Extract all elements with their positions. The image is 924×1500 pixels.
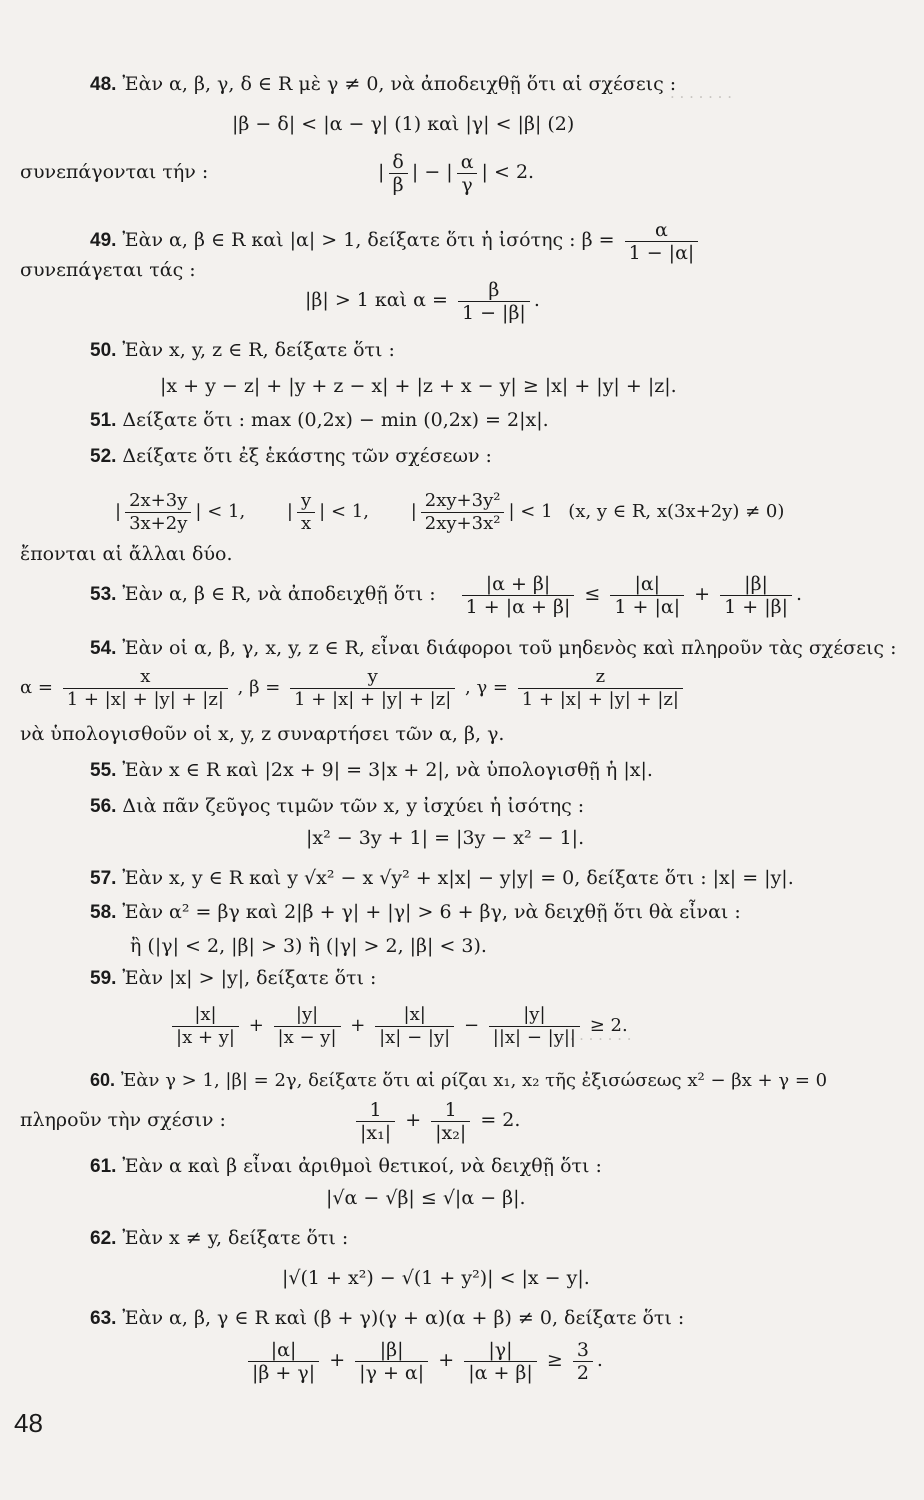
- problem-60: 60. Ἐὰν γ > 1, |β| = 2γ, δείξατε ὅτι αἱ ρίζαι x₁, x₂ τῆς ἐξισώσεως x² − βx + γ = 0: [90, 1070, 828, 1091]
- fraction: $\frac{|\gamma|}{|\alpha + \beta|}$: [464, 1339, 537, 1384]
- fraction: $\frac{z}{1 + |x| + |y| + |z|}$: [518, 666, 683, 711]
- problem-54-cont: νὰ ὑπολογισθοῦν οἱ x, y, z συναρτήσει τῶν α, β, γ.: [20, 723, 505, 745]
- problem-63: 63. Ἐὰν α, β, γ ∈ R καὶ (β + γ)(γ + α)(α + β) ≠ 0, δείξατε ὅτι :: [90, 1307, 685, 1329]
- fraction: $\frac{\delta}{\beta}$: [388, 151, 407, 196]
- problem-54-relations: α = $\frac{x}{1 + |x| + |y| + |z|}$ , β = $\frac{y}{1 + |x| + |y| + |z|}$ , γ = $\frac{z}{1 + |x| + |y| + |z|}$: [20, 660, 687, 716]
- problem-50: 50. Ἐὰν x, y, z ∈ R, δείξατε ὅτι :: [90, 339, 395, 361]
- fraction: $\frac{\alpha}{1 - |\alpha|}$: [625, 219, 699, 264]
- fraction: $\frac{|y|}{||x| - |y||}$: [489, 1004, 580, 1049]
- fraction: $\frac{3}{2}$: [573, 1339, 593, 1384]
- fraction: $\frac{|x|}{|x| - |y|}$: [375, 1004, 454, 1049]
- problem-50-relation: |x + y − z| + |y + z − x| + |z + x − y| ≥ |x| + |y| + |z|.: [160, 375, 677, 397]
- problem-61-relation: |√α − √β| ≤ √|α − β|.: [326, 1187, 526, 1209]
- problem-62-relation: |√(1 + x²) − √(1 + y²)| < |x − y|.: [282, 1267, 590, 1289]
- problem-51: 51. Δείξατε ὅτι : max (0,2x) − min (0,2x) = 2|x|.: [90, 409, 549, 431]
- fraction: $\frac{\beta}{1 - |\beta|}$: [458, 279, 530, 324]
- problem-61: 61. Ἐὰν α καὶ β εἶναι ἀριθμοὶ θετικοί, νὰ δειχθῇ ὅτι :: [90, 1155, 602, 1177]
- fraction: $\frac{x}{1 + |x| + |y| + |z|}$: [63, 666, 228, 711]
- bleed-through: · · · · · · · ·: [560, 1030, 632, 1048]
- problem-55: 55. Ἐὰν x ∈ R καὶ |2x + 9| = 3|x + 2|, νὰ ὑπολογισθῇ ἡ |x|.: [90, 759, 653, 781]
- problem-52-relations: | $\frac{2x+3y}{3x+2y}$ | < 1, | $\frac{y}{x}$ | < 1, | $\frac{\text{2xy+3y²}}{\text{2xy+3x²}}$ | < 1 (x, y ∈ R, x(3x+2y) ≠ 0): [115, 489, 785, 534]
- problem-53: 53. Ἐὰν α, β ∈ R, νὰ ἀποδειχθῇ ὅτι : $\frac{|\alpha + \beta|}{1 + |\alpha + \beta|}$ ≤ $\frac{|\alpha|}{1 + |\alpha|}$ + $\frac{|\beta|}{1 + |\beta|}$ .: [90, 572, 803, 618]
- problem-57: 57. Ἐὰν x, y ∈ R καὶ y √x² − x √y² + x|x| − y|y| = 0, δείξατε ὅτι : |x| = |y|.: [90, 867, 794, 889]
- page-number: 48: [14, 1408, 43, 1438]
- fraction: $\frac{|\beta|}{|\gamma + \alpha|}$: [355, 1339, 428, 1384]
- fraction: $\frac{y}{x}$: [297, 490, 315, 535]
- problem-49-relations: |β| > 1 καὶ α = $\frac{\beta}{1 - |\beta|}$ .: [305, 278, 540, 324]
- fraction: $\frac{|\alpha|}{1 + |\alpha|}$: [610, 573, 684, 618]
- problem-48-result: | $\frac{\delta}{\beta}$ | − | $\frac{\alpha}{\gamma}$ | < 2.: [378, 150, 535, 196]
- problem-48-relations: |β − δ| < |α − γ| (1) καὶ |γ| < |β| (2): [232, 113, 575, 135]
- fraction: $\frac{|x|}{|x + y|}$: [172, 1004, 239, 1049]
- fraction: $\frac{\alpha}{\gamma}$: [457, 151, 478, 196]
- problem-60-cont: πληροῦν τὴν σχέσιν :: [20, 1109, 226, 1131]
- problem-58: 58. Ἐὰν α² = βγ καὶ 2|β + γ| + |γ| > 6 + βγ, νὰ δειχθῇ ὅτι θὰ εἶναι :: [90, 901, 741, 923]
- problem-56-relation: |x² − 3y + 1| = |3y − x² − 1|.: [306, 827, 585, 849]
- problem-49-cont: συνεπάγεται τάς :: [20, 259, 196, 281]
- fraction: $\frac{y}{1 + |x| + |y| + |z|}$: [290, 666, 455, 711]
- problem-58-relation: ἢ (|γ| < 2, |β| > 3) ἢ (|γ| > 2, |β| < 3).: [130, 935, 487, 957]
- fraction: $\frac{2x+3y}{3x+2y}$: [125, 490, 191, 535]
- problem-59: 59. Ἐὰν |x| > |y|, δείξατε ὅτι :: [90, 967, 377, 989]
- fraction: $\frac{1}{\text{|x₁|}}$: [356, 1099, 395, 1144]
- problem-48-cont: συνεπάγονται τήν :: [20, 161, 209, 183]
- problem-52: 52. Δείξατε ὅτι ἐξ ἑκάστης τῶν σχέσεων :: [90, 445, 492, 467]
- problem-59-relation: $\frac{|x|}{|x + y|}$ + $\frac{|y|}{|x - y|}$ + $\frac{|x|}{|x| - |y|}$ − $\frac{|y|}{||x| - |y||}$ ≥ 2.: [168, 996, 628, 1056]
- fraction: $\frac{1}{\text{|x₂|}}$: [431, 1099, 470, 1144]
- fraction: $\frac{|\alpha|}{|\beta + \gamma|}$: [248, 1339, 319, 1384]
- problem-54: 54. Ἐὰν οἱ α, β, γ, x, y, z ∈ R, εἶναι διάφοροι τοῦ μηδενὸς καὶ πληροῦν τὰς σχέσεις :: [90, 637, 897, 659]
- problem-49: 49. Ἐὰν α, β ∈ R καὶ |α| > 1, δείξατε ὅτι ἡ ἰσότης : β = $\frac{\alpha}{1 - |\alpha|}$: [90, 212, 702, 269]
- problem-62: 62. Ἐὰν x ≠ y, δείξατε ὅτι :: [90, 1227, 349, 1249]
- fraction: $\frac{|\beta|}{1 + |\beta|}$: [720, 573, 792, 618]
- problem-56: 56. Διὰ πᾶν ζεῦγος τιμῶν τῶν x, y ἰσχύει ἡ ἰσότης :: [90, 795, 585, 817]
- problem-52-cont: ἔπονται αἱ ἄλλαι δύο.: [20, 543, 233, 565]
- fraction: $\frac{\text{2xy+3y²}}{\text{2xy+3x²}}$: [421, 490, 505, 535]
- bleed-through: · · · · · · ·: [670, 88, 732, 106]
- problem-63-relation: $\frac{|\alpha|}{|\beta + \gamma|}$ + $\frac{|\beta|}{|\gamma + \alpha|}$ + $\frac{|\gamma|}{|\alpha + \beta|}$ ≥ $\frac{3}{2}$ .: [244, 1330, 603, 1390]
- fraction: $\frac{|\alpha + \beta|}{1 + |\alpha + \beta|}$: [462, 573, 575, 618]
- fraction: $\frac{|y|}{|x - y|}$: [274, 1004, 341, 1049]
- problem-48: 48. Ἐὰν α, β, γ, δ ∈ R μὲ γ ≠ 0, νὰ ἀποδειχθῇ ὅτι αἱ σχέσεις :: [90, 73, 677, 95]
- problem-60-relation: $\frac{1}{\text{|x₁|}}$ + $\frac{1}{\text{|x₂|}}$ = 2.: [352, 1090, 520, 1150]
